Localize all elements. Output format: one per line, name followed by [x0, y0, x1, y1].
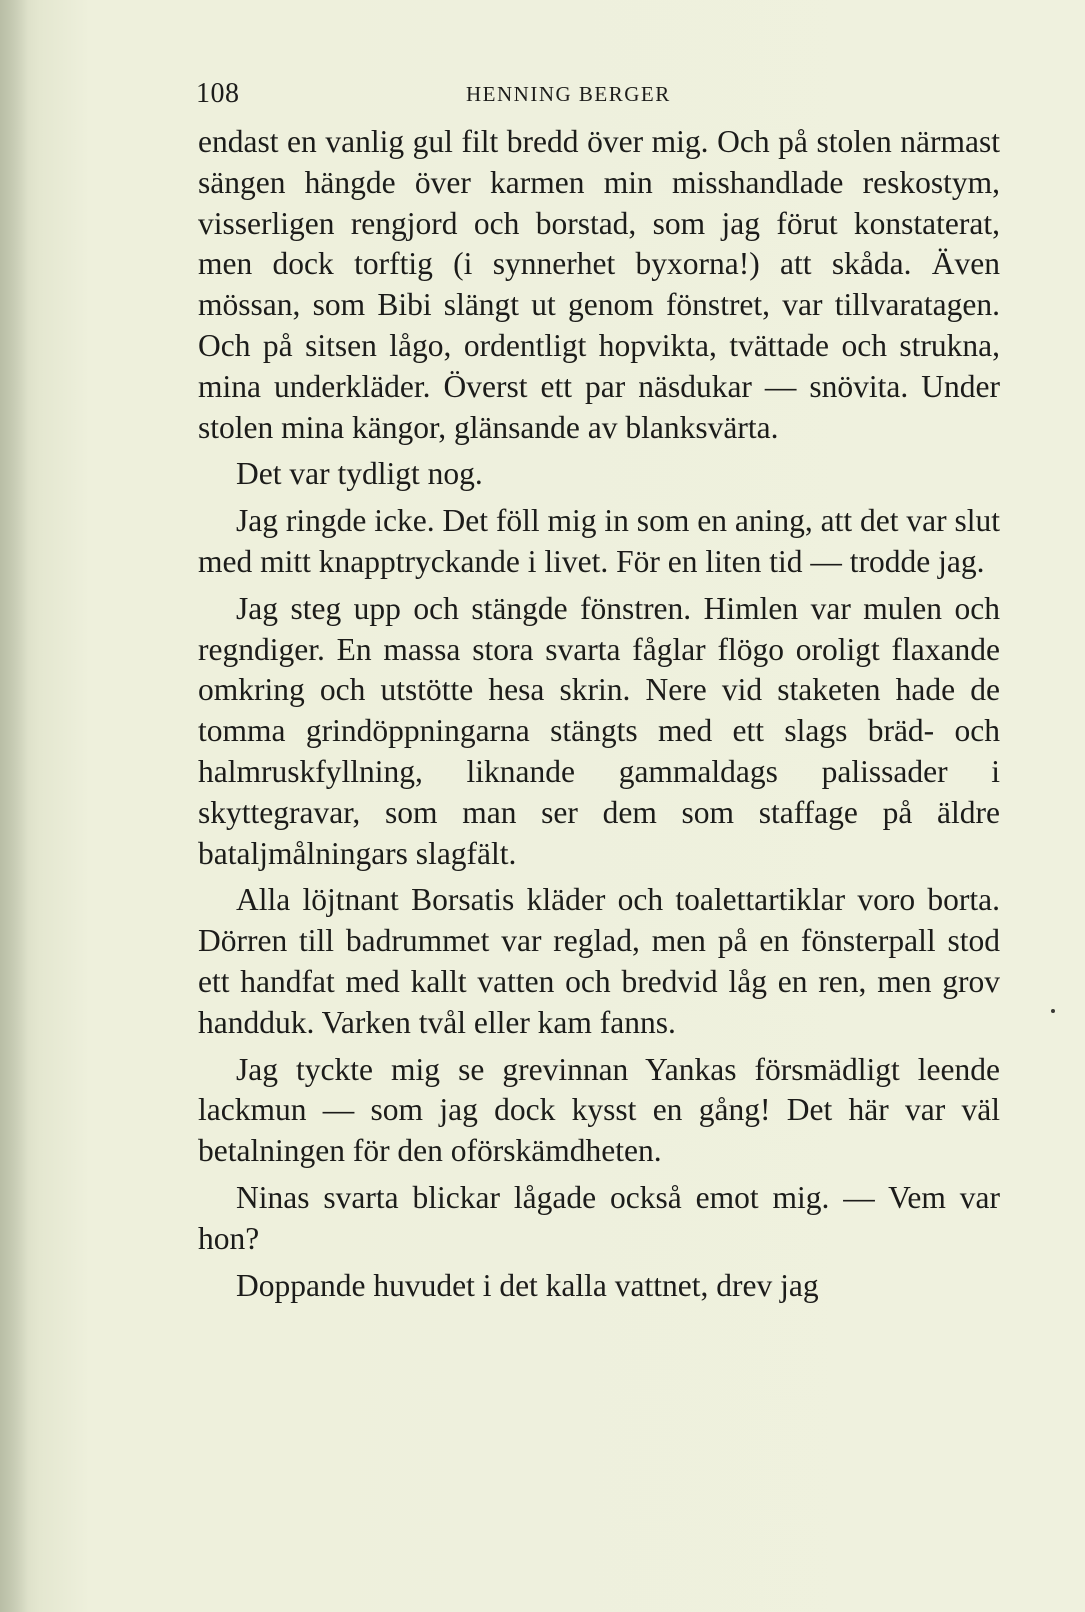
- paragraph-2: Det var tydligt nog.: [236, 456, 483, 492]
- running-head: [196, 78, 1016, 114]
- stray-mark: [1051, 1009, 1055, 1013]
- paragraph-1: endast en vanlig gul filt bredd över mig. Och på stolen närmast sängen hängde över karmen min misshandlade reskostym, visserligen rengjord och borstad, som jag förut konstaterat, men dock torftig (i synnerhet byxorna!) att skåda. Även mössan, som Bibi slängt ut genom fönstret, var tillvaratagen. Och på sitsen lågo, ordentligt hopvikta, tvättade och strukna, mina underkläder. Överst ett par näsdukar — snövita. Under stolen mina kängor, glänsande av blanksvärta.: [198, 124, 1000, 445]
- gutter-shadow: [0, 0, 28, 1612]
- running-title: HENNING BERGER: [466, 82, 671, 106]
- text-body: [198, 122, 1000, 1306]
- paragraph-6: Jag tyckte mig se grevinnan Yankas försmädligt leende lackmun — som jag dock kysst en gång! Det här var väl betalningen för den oförskämdheten.: [198, 1051, 1000, 1169]
- paragraph-4: Jag steg upp och stängde fönstren. Himlen var mulen och regndiger. En massa stora svarta fåglar flögo oroligt flaxande omkring och utstötte hesa skrin. Nere vid staketen hade de tomma grindöppningarna stängts med ett slags bräd- och halmruskfyllning, liknande gammaldags palissader i skyttegravar, som man ser dem som staffage på äldre bataljmålningars slagfält.: [198, 590, 1000, 871]
- paragraph-3: Jag ringde icke. Det föll mig in som en aning, att det var slut med mitt knapptryckande i livet. För en liten tid — trodde jag.: [198, 503, 1000, 579]
- paragraph-8: Doppande huvudet i det kalla vattnet, drev jag: [236, 1267, 819, 1303]
- paragraph-5: Alla löjtnant Borsatis kläder och toalettartiklar voro borta. Dörren till badrummet var reglad, men på en fönsterpall stod ett handfat med kallt vatten och bredvid låg en ren, men grov handduk. Varken tvål eller kam fanns.: [198, 882, 1000, 1040]
- page-number: 108: [196, 78, 240, 109]
- paragraph-7: Ninas svarta blickar lågade också emot mig. — Vem var hon?: [198, 1179, 1000, 1256]
